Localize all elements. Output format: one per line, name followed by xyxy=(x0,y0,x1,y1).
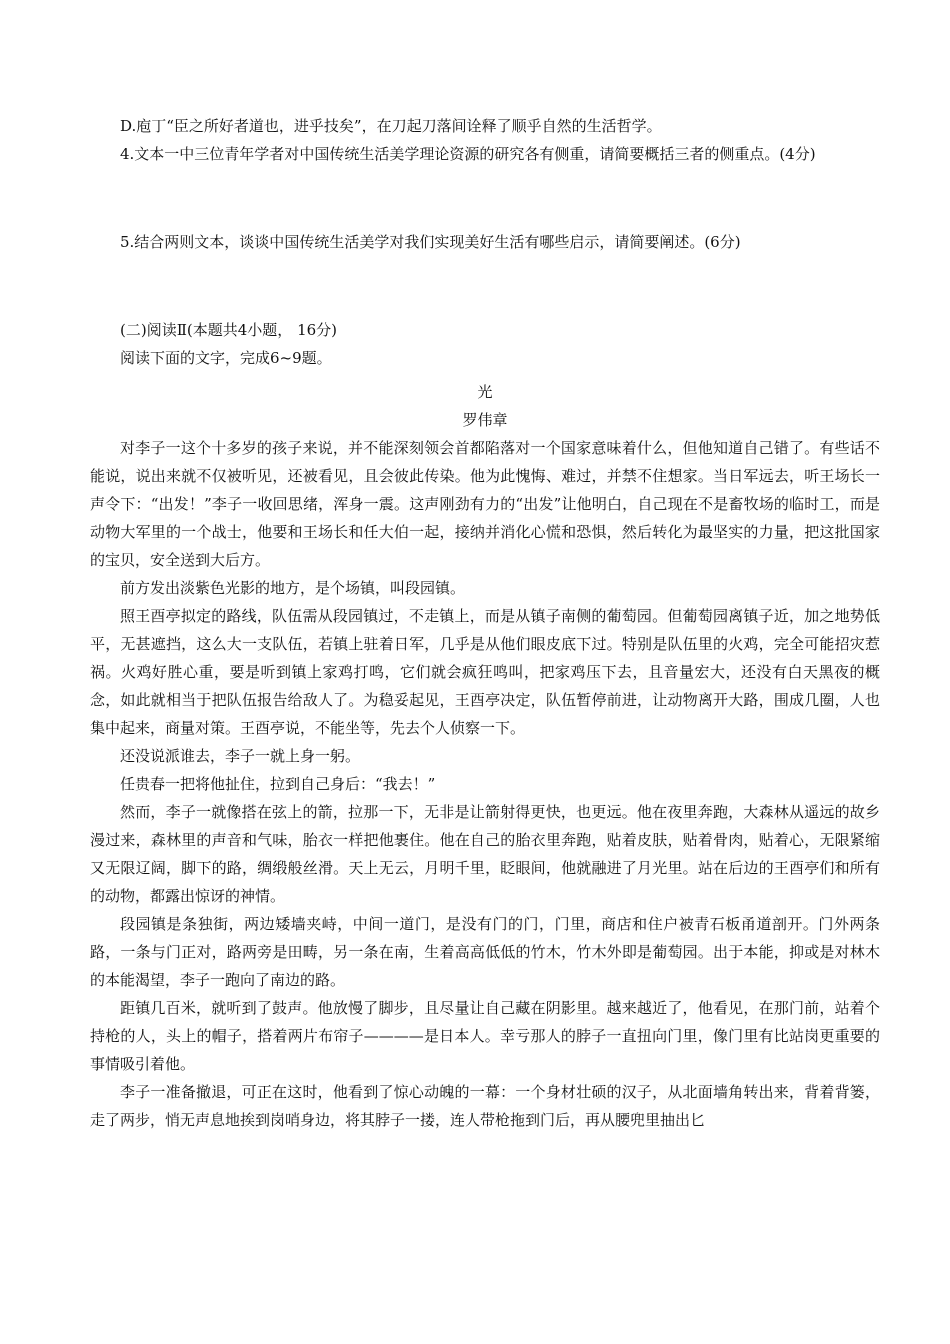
article-paragraph: 任贵春一把将他扯住，拉到自己身后：“我去！” xyxy=(120,775,436,793)
article-paragraph: 然而，李子一就像搭在弦上的箭，拉那一下，无非是让箭射得更快，也更远。他在夜里奔跑，大森林从遥远的故乡漫过来，森林里的声音和气味，胎衣一样把他裹住。他在自己的胎衣里奔跑，贴着皮肤，贴着骨肉，贴着心，无限紧缩又无限辽阔，脚下的路，绸缎般丝滑。天上无云，月明千里，眨眼间，他就融进了月光里。站在后边的王酉亭们和所有的动物，都露出惊讶的神情。 xyxy=(90,803,880,905)
article-paragraph: 距镇几百米，就听到了鼓声。他放慢了脚步，且尽量让自己藏在阴影里。越来越近了，他看见，在那门前，站着个持枪的人，头上的帽子，搭着两片布帘子————是日本人。幸亏那人的脖子一直扭向门里，像门里有比站岗更重要的事情吸引着他。 xyxy=(90,999,880,1073)
article-paragraph: 李子一准备撤退，可正在这时，他看到了惊心动魄的一幕：一个身材壮硕的汉子，从北面墙角转出来，背着背篓，走了两步，悄无声息地挨到岗哨身边，将其脖子一搂，连人带枪拖到门后，再从腰兜里抽出匕 xyxy=(90,1083,880,1129)
article-paragraph: 段园镇是条独街，两边矮墙夹峙，中间一道门，是没有门的门，门里，商店和住户被青石板甬道剖开。门外两条路，一条与门正对，路两旁是田畴，另一条在南，生着高高低低的竹木，竹木外即是葡萄园。出于本能，抑或是对林木的本能渴望，李子一跑向了南边的路。 xyxy=(90,915,880,989)
article-title: 光 xyxy=(477,383,493,401)
article-author: 罗伟章 xyxy=(462,411,508,429)
answer-space-4 xyxy=(90,168,880,228)
section-instruction: 阅读下面的文字，完成6~9题。 xyxy=(120,349,332,367)
article-paragraph: 前方发出淡紫色光影的地方，是个场镇，叫段园镇。 xyxy=(120,579,466,597)
section-heading: (二)阅读Ⅱ(本题共4小题， 16分) xyxy=(120,321,338,339)
answer-space-5 xyxy=(90,256,880,316)
article-paragraph: 对李子一这个十多岁的孩子来说，并不能深刻领会首都陷落对一个国家意味着什么，但他知道自己错了。有些话不能说，说出来就不仅被听见，还被看见，且会彼此传染。他为此愧悔、难过，并禁不住想家。当日军远去，听王场长一声令下：“出发！”李子一收回思绪，浑身一震。这声刚劲有力的“出发”让他明白，自己现在不是畜牧场的临时工，而是动物大军里的一个战士，他要和王场长和任大伯一起，接纳并消化心慌和恐惧，然后转化为最坚实的力量，把这批国家的宝贝，安全送到大后方。 xyxy=(90,439,880,569)
document-page xyxy=(90,112,880,1134)
option-d-text: D.庖丁“臣之所好者道也，进乎技矣”，在刀起刀落间诠释了顺乎自然的生活哲学。 xyxy=(120,117,662,135)
question-4: 4.文本一中三位青年学者对中国传统生活美学理论资源的研究各有侧重，请简要概括三者的侧重点。(4分) xyxy=(120,145,816,163)
article-paragraph: 照王酉亭拟定的路线，队伍需从段园镇过，不走镇上，而是从镇子南侧的葡萄园。但葡萄园离镇子近，加之地势低平，无甚遮挡，这么大一支队伍，若镇上驻着日军，几乎是从他们眼皮底下过。特别是队伍里的火鸡，完全可能招灾惹祸。火鸡好胜心重，要是听到镇上家鸡打鸣，它们就会疯狂鸣叫，把家鸡压下去，且音量宏大，还没有白天黑夜的概念，如此就相当于把队伍报告给敌人了。为稳妥起见，王酉亭决定，队伍暂停前进，让动物离开大路，围成几圈，人也集中起来，商量对策。王酉亭说，不能坐等，先去个人侦察一下。 xyxy=(90,607,880,737)
question-5: 5.结合两则文本，谈谈中国传统生活美学对我们实现美好生活有哪些启示，请简要阐述。(6分) xyxy=(120,233,741,251)
article-paragraph: 还没说派谁去，李子一就上身一躬。 xyxy=(120,747,361,765)
